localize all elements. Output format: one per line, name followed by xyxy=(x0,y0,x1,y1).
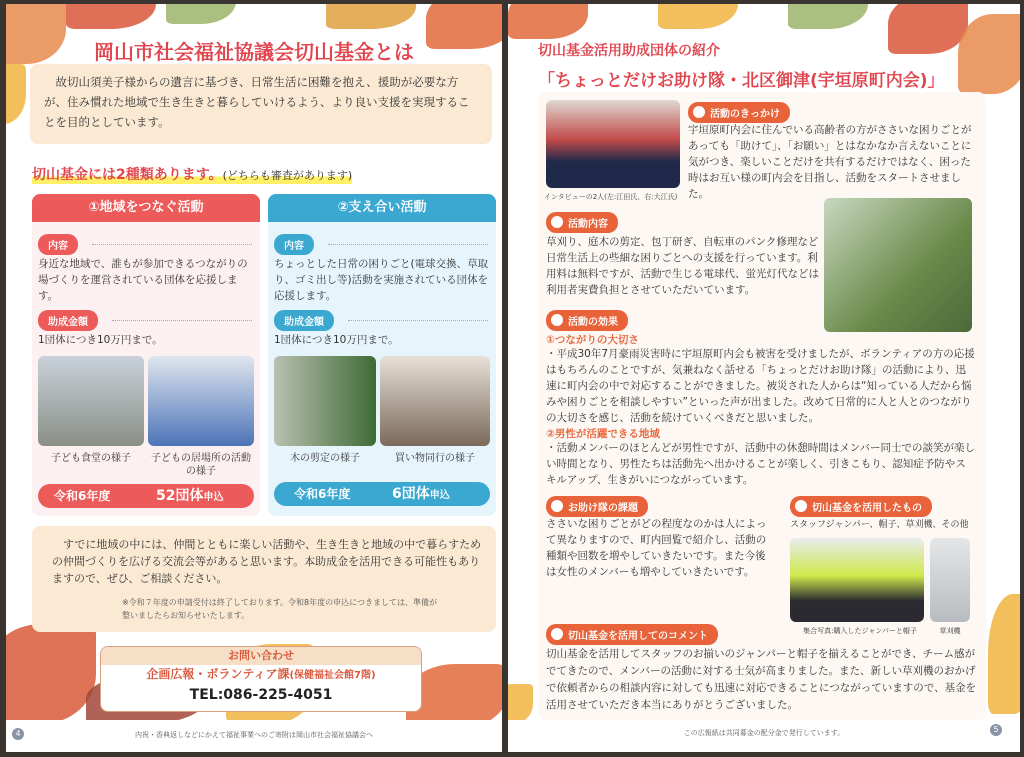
effect-subheading-2: ②男性が活躍できる地域 xyxy=(546,428,660,440)
leaf-decoration xyxy=(166,4,236,24)
photo-kids-place xyxy=(148,356,254,446)
section-label-issues: お助け隊の課題 xyxy=(546,496,648,517)
content-text: 身近な地域で、誰もが参加できるつながりの場づくりを運営されている団体を応援します。 xyxy=(38,258,248,302)
effect-text-1: ・平成30年7月豪雨災害時に宇垣原町内会も被害を受けましたが、ボランティアの方の応援はもちろんのことですが、気兼ねなく話せる「ちょっとだけお助け隊」の活動により、迅速に町内会の中で対応することができました。被災された人からは“知っている人だから悩みや困りごとを相談しやすい”といった声が出ました。改めて日常的に人と人とのつながりの大切さを感じ、活動を続けていくべきだと思いました。 xyxy=(546,348,975,424)
section-label-effect: 活動の効果 xyxy=(546,310,628,331)
year-label: 令和6年度 xyxy=(294,487,351,501)
leaf-decoration xyxy=(6,624,96,724)
content-label: 内容 xyxy=(38,234,78,255)
photo-tree-pruning xyxy=(274,356,376,446)
used-text: スタッフジャンパー、帽子、草刈機、その他 xyxy=(790,520,969,530)
notice-box xyxy=(32,526,496,632)
subtitle-text: 切山基金には2種類あります。 xyxy=(32,167,223,183)
activity-column-2 xyxy=(268,194,496,516)
photo-caption: 木の剪定の様子 xyxy=(290,453,360,464)
applications-badge xyxy=(274,482,490,506)
content-label: 内容 xyxy=(274,234,314,255)
intro-box: 故切山須美子様からの遺言に基づき、日常生活に困難を抱え、援助が必要な方が、住み慣れた地域で生き生きと暮らしていけるよう、より良い支援を実現することを目的としています。 xyxy=(30,64,492,144)
photo-interviewees xyxy=(546,100,680,188)
photo-kids-cafeteria xyxy=(38,356,144,446)
contact-tel[interactable]: TEL:086-225-4051 xyxy=(189,687,333,703)
contact-heading: お問い合わせ xyxy=(101,647,421,665)
leaf-decoration xyxy=(508,684,533,724)
content-panel xyxy=(538,92,986,720)
count-suffix: 申込 xyxy=(429,490,450,501)
issues-text: ささいな困りごとがどの程度なのかは人によって異なりますので、町内回覧で紹介し、活動の種類や回数を増やしていきたいです。また今後は女性のメンバーも増やしていきたいです。 xyxy=(546,518,767,578)
section-subtitle xyxy=(32,164,352,184)
count-suffix: 申込 xyxy=(203,492,224,503)
divider xyxy=(112,320,252,321)
section-label-content: 活動内容 xyxy=(546,212,618,233)
page-number: 4 xyxy=(12,728,24,740)
footer xyxy=(508,720,1020,752)
group-title: 「ちょっとだけお助け隊・北区御津(宇垣原町内会)」 xyxy=(538,71,945,91)
dept-note: (保健福祉会館7階) xyxy=(289,670,376,681)
leaf-decoration xyxy=(658,4,738,29)
divider xyxy=(348,320,488,321)
notice-text: すでに地域の中には、仲間とともに楽しい活動や、生き生きと地域の中で暮らすための仲間づくりを広げる交流会等があると思います。本助成金を活用できる可能性もありますので、ぜひ、ご相談ください。 xyxy=(52,538,482,585)
comment-text: 切山基金を活用してスタッフのお揃いのジャンパーと帽子を揃えることができ、チーム感がでてきたので、メンバーの活動に対する士気が高まりました。また、新しい草刈機のおかげで依頼者からの相談内容に対しても迅速に対応できることにつながっていますので、基金を活用させていただき本当にありがとうございました。 xyxy=(546,648,977,711)
effect-text-2: ・活動メンバーのほとんどが男性ですが、活動中の休憩時間はメンバー同士での談笑が楽しい時間となり、男性たちは活動先へ出かけることが楽しく、引きこもり、認知症予防やスキルアップ、生きがいにつながっています。 xyxy=(546,442,976,486)
photo-brush-cutter xyxy=(930,538,970,622)
divider xyxy=(328,244,488,245)
leaf-decoration xyxy=(66,4,156,29)
leaf-decoration xyxy=(508,4,588,39)
subtitle-note: (どちらも審査があります) xyxy=(222,169,353,182)
contact-box xyxy=(100,646,422,712)
footer-text: この広報紙は共同募金の配分金で発行しています。 xyxy=(683,729,845,737)
amount-label: 助成金額 xyxy=(38,310,98,331)
leaf-decoration xyxy=(6,64,26,124)
page-title: 切山基金活用助成団体の紹介 xyxy=(538,43,720,59)
footer xyxy=(6,720,502,752)
page-number: 5 xyxy=(990,724,1002,736)
photo-caption: 子ども食堂の様子 xyxy=(51,453,131,464)
amount-label: 助成金額 xyxy=(274,310,334,331)
leaf-decoration xyxy=(788,4,868,29)
photo-caption: インタビューの2人(左:江田氏、右:大江氏) xyxy=(544,193,678,201)
photo-caption: 草刈機 xyxy=(939,627,961,635)
photo-group xyxy=(790,538,924,622)
notice-note: ※令和７年度の申請受付は終了しております。令和8年度の申込につきましては、準備が整いましたらお知らせいたします。 xyxy=(122,598,437,620)
dept-name: 企画広報・ボランティア課 xyxy=(146,667,290,681)
leaf-decoration xyxy=(958,14,1020,94)
section-label-comment: 切山基金を活用してのコメント xyxy=(546,624,718,645)
right-page xyxy=(508,4,1020,752)
leaf-decoration xyxy=(888,4,968,54)
content-text: 草刈り、庭木の剪定、包丁研ぎ、自転車のパンク修理など日常生活上の些細な困りごとへの支援を行っています。利用料は無料ですが、活動で生じる電球代、蛍光灯代などは利用者実費負担とさせていただいています。 xyxy=(546,236,819,296)
footer-text: 内祝・香典返しなどにかえて福祉事業へのご寄附は岡山市社会福祉協議会へ xyxy=(135,731,373,739)
amount-text: 1団体につき10万円まで。 xyxy=(274,334,399,346)
content-text: ちょっとした日常の困りごと(電球交換、草取り、ゴミ出し等)活動を実施されている団体を応援します。 xyxy=(274,258,489,302)
contact-dept xyxy=(101,665,421,685)
photo-caption: 子どもの居場所の活動の様子 xyxy=(151,453,251,477)
count-number: 52団体 xyxy=(156,488,204,504)
effect-subheading-1: ①つながりの大切さ xyxy=(546,334,639,346)
left-page xyxy=(6,4,502,752)
activity-column-1 xyxy=(32,194,260,516)
section-label-used: 切山基金を活用したもの xyxy=(790,496,932,517)
page-title: 岡山市社会福祉協議会切山基金とは xyxy=(94,40,414,64)
count-value xyxy=(156,484,223,510)
column-header: ①地域をつなぐ活動 xyxy=(32,194,260,222)
photo-shopping xyxy=(380,356,490,446)
photo-mowing xyxy=(824,198,972,332)
count-number: 6団体 xyxy=(392,486,430,502)
leaf-decoration xyxy=(326,4,416,29)
applications-badge xyxy=(38,484,254,508)
year-label: 令和6年度 xyxy=(54,489,111,503)
trigger-text: 宇垣原町内会に住んでいる高齢者の方がささいな困りごとがあっても「助けて」、「お願い」とはなかなか言えないことに気がつき、楽しいことだけを共有するだけではなく、困った時はお互い様の町内会を目指し、活動をスタートさせました。 xyxy=(688,124,972,200)
amount-text: 1団体につき10万円まで。 xyxy=(38,334,163,346)
count-value xyxy=(392,482,450,508)
leaf-decoration xyxy=(988,594,1020,714)
photo-caption: 買い物同行の様子 xyxy=(395,453,475,464)
column-header: ②支え合い活動 xyxy=(268,194,496,222)
section-label-trigger: 活動のきっかけ xyxy=(688,102,790,123)
photo-caption: 集合写真:購入したジャンパーと帽子 xyxy=(803,627,917,635)
divider xyxy=(92,244,252,245)
